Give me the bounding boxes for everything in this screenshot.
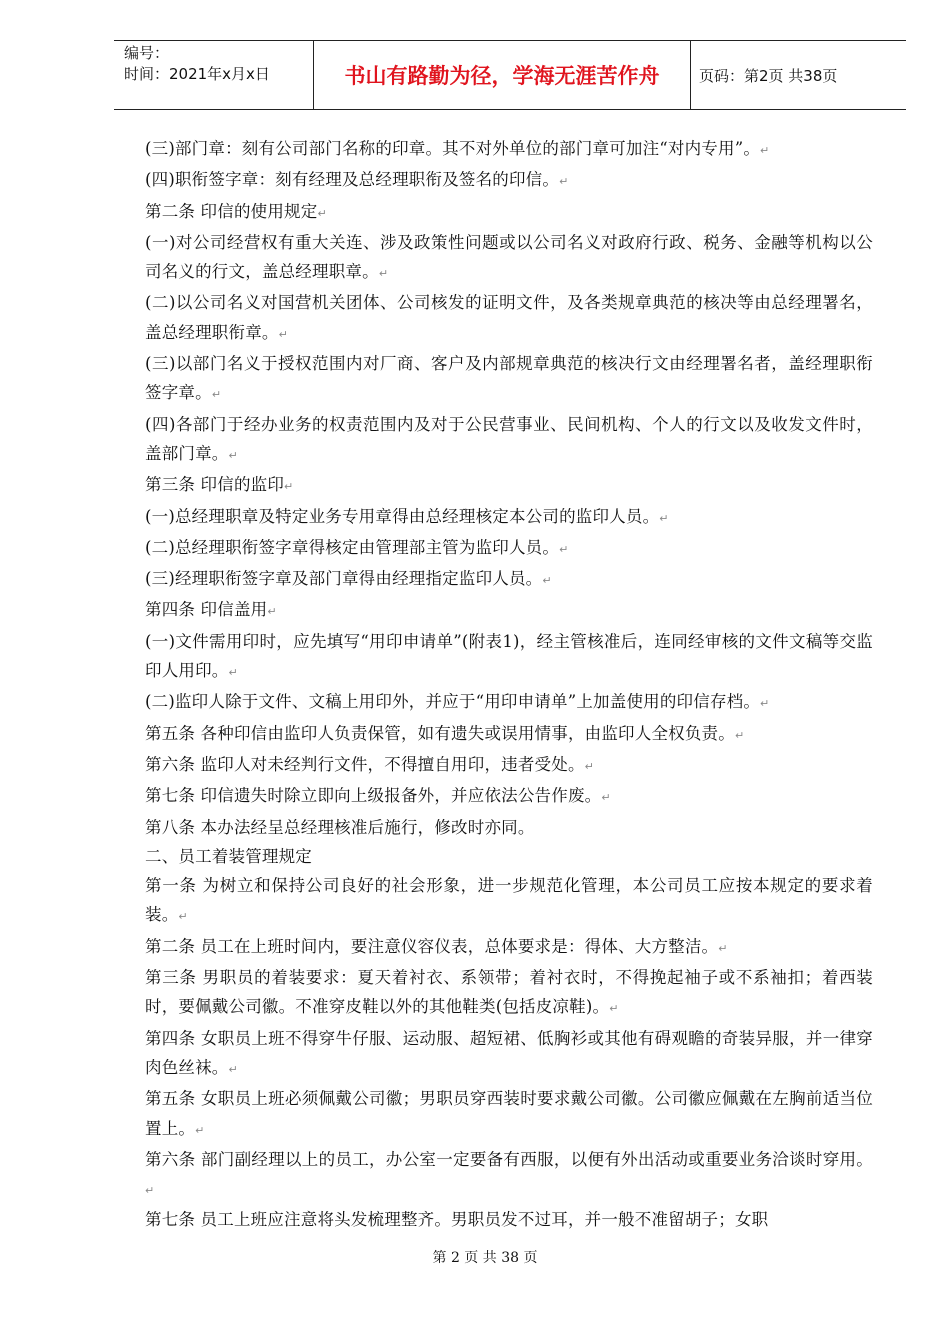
paragraph-mark-icon: ↵ — [228, 448, 238, 462]
paragraph — [145, 932, 873, 963]
paragraph-mark-icon: ↵ — [195, 1123, 205, 1137]
paragraph-mark-icon: ↵ — [559, 542, 569, 556]
paragraph — [145, 288, 873, 349]
paragraph-mark-icon: ↵ — [659, 511, 669, 525]
paragraph-text: (二)监印人除于文件、文稿上用印外，并应于“用印申请单”上加盖使用的印信存档。 — [145, 692, 761, 712]
paragraph-mark-icon: ↵ — [145, 1184, 155, 1198]
paragraph — [145, 502, 873, 533]
paragraph-mark-icon: ↵ — [718, 941, 728, 955]
paragraph — [145, 1024, 873, 1085]
paragraph — [145, 165, 873, 196]
document-body — [145, 134, 873, 1235]
header-page-label: 页码：第2页 共38页 — [699, 66, 838, 85]
paragraph-mark-icon: ↵ — [317, 206, 327, 220]
paragraph-text: (四)职衔签字章：刻有经理及总经理职衔及签名的印信。 — [145, 170, 560, 190]
paragraph — [145, 410, 873, 471]
paragraph — [145, 627, 873, 688]
paragraph-mark-icon: ↵ — [228, 1062, 238, 1076]
paragraph-text: 二、员工着装管理规定 — [145, 846, 312, 866]
paragraph-text: 第五条 女职员上班必须佩戴公司徽；男职员穿西装时要求戴公司徽。公司徽应佩戴在左胸前适当位置上。 — [145, 1089, 873, 1138]
page-footer: 第 2 页 共 38 页 — [432, 1250, 538, 1266]
paragraph — [145, 349, 873, 410]
paragraph-mark-icon: ↵ — [542, 574, 552, 588]
paragraph-text: (三)以部门名义于授权范围内对厂商、客户及内部规章典范的核决行文由经理署名者，盖经理职衔签字章。 — [145, 354, 873, 403]
paragraph — [145, 470, 873, 501]
paragraph-text: 第三条 印信的监印 — [145, 475, 285, 495]
paragraph-mark-icon: ↵ — [278, 327, 289, 341]
paragraph-mark-icon: ↵ — [228, 666, 238, 680]
paragraph-mark-icon: ↵ — [584, 759, 595, 773]
paragraph-text: 第四条 印信盖用 — [145, 600, 268, 620]
paragraph — [145, 1084, 873, 1145]
paragraph-text: (二)总经理职衔签字章得核定由管理部主管为监印人员。 — [145, 537, 560, 557]
paragraph-mark-icon: ↵ — [178, 910, 188, 924]
paragraph-text: (三)部门章：刻有公司部门名称的印章。其不对外单位的部门章可加注“对内专用”。 — [145, 139, 761, 158]
paragraph — [145, 564, 873, 595]
paragraph-text: (三)经理职衔签字章及部门章得由经理指定监印人员。 — [145, 569, 543, 589]
paragraph-text: 第一条 为树立和保持公司良好的社会形象，进一步规范化管理，本公司员工应按本规定的要求着装。 — [145, 876, 873, 925]
paragraph-mark-icon: ↵ — [734, 728, 745, 742]
paragraph-mark-icon: ↵ — [378, 267, 389, 281]
paragraph-mark-icon: ↵ — [267, 605, 277, 619]
paragraph-text: 第八条 本办法经呈总经理核准后施行，修改时亦同。 — [145, 817, 535, 837]
paragraph — [145, 750, 873, 781]
paragraph-text: (一)总经理职章及特定业务专用章得由总经理核定本公司的监印人员。 — [145, 506, 660, 526]
paragraph — [145, 842, 873, 871]
paragraph-text: 第二条 员工在上班时间内，要注意仪容仪表，总体要求是：得体、大方整洁。 — [145, 936, 719, 956]
header-motto: 书山有路勤为径，学海无涯苦作舟 — [314, 41, 691, 109]
paragraph — [145, 134, 873, 165]
number-label: 编号： — [124, 44, 170, 62]
paragraph-text: 第六条 部门副经理以上的员工，办公室一定要备有西服，以便有外出活动或重要业务洽谈时穿用。 — [145, 1149, 873, 1169]
page-header — [114, 40, 906, 110]
paragraph-mark-icon: ↵ — [760, 144, 770, 157]
time-label: 时间：2021年x月x日 — [124, 65, 270, 83]
paragraph-text: (一)对公司经营权有重大关连、涉及政策性问题或以公司名义对政府行政、税务、金融等机构以公司名义的行文，盖总经理职章。 — [145, 232, 873, 282]
paragraph — [145, 1205, 873, 1234]
paragraph-text: 第四条 女职员上班不得穿牛仔服、运动服、超短裙、低胸衫或其他有碍观瞻的奇装异服，并一律穿肉色丝袜。 — [145, 1028, 873, 1077]
paragraph-mark-icon: ↵ — [760, 697, 770, 711]
paragraph — [145, 1145, 873, 1206]
paragraph-mark-icon: ↵ — [601, 791, 611, 805]
header-meta — [114, 41, 314, 109]
paragraph-text: 第五条 各种印信由监印人负责保管，如有遗失或误用情事，由监印人全权负责。 — [145, 723, 735, 743]
paragraph-mark-icon: ↵ — [609, 1002, 619, 1016]
paragraph — [145, 719, 873, 750]
paragraph-mark-icon: ↵ — [211, 388, 222, 402]
paragraph — [145, 813, 873, 842]
paragraph — [145, 197, 873, 228]
paragraph-text: 第七条 印信遗失时除立即向上级报备外，并应依法公告作废。 — [145, 786, 602, 806]
paragraph — [145, 963, 873, 1024]
paragraph-text: (四)各部门于经办业务的权责范围内及对于公民营事业、民间机构、个人的行文以及收发文件时，盖部门章。 — [145, 414, 873, 463]
paragraph-text: 第六条 监印人对未经判行文件，不得擅自用印，违者受处。 — [145, 754, 585, 774]
paragraph — [145, 228, 873, 289]
paragraph-text: 第三条 男职员的着装要求：夏天着衬衣、系领带；着衬衣时，不得挽起袖子或不系袖扣；着西装时，要佩戴公司徽。不准穿皮鞋以外的其他鞋类(包括皮凉鞋)。 — [145, 968, 873, 1017]
paragraph-mark-icon: ↵ — [559, 175, 569, 189]
paragraph — [145, 781, 873, 812]
paragraph — [145, 533, 873, 564]
paragraph-text: 第二条 印信的使用规定 — [145, 201, 318, 221]
paragraph — [145, 871, 873, 932]
paragraph-mark-icon: ↵ — [284, 480, 294, 494]
paragraph — [145, 687, 873, 718]
paragraph-text: (二)以公司名义对国营机关团体、公司核发的证明文件，及各类规章典范的核决等由总经理署名，盖总经理职衔章。 — [145, 293, 873, 342]
paragraph-text: 第七条 员工上班应注意将头发梳理整齐。男职员发不过耳，并一般不准留胡子；女职 — [145, 1210, 769, 1230]
paragraph — [145, 595, 873, 626]
paragraph-text: (一)文件需用印时，应先填写“用印申请单”(附表1)，经主管核准后，连同经审核的文件文稿等交监印人用印。 — [145, 631, 873, 681]
